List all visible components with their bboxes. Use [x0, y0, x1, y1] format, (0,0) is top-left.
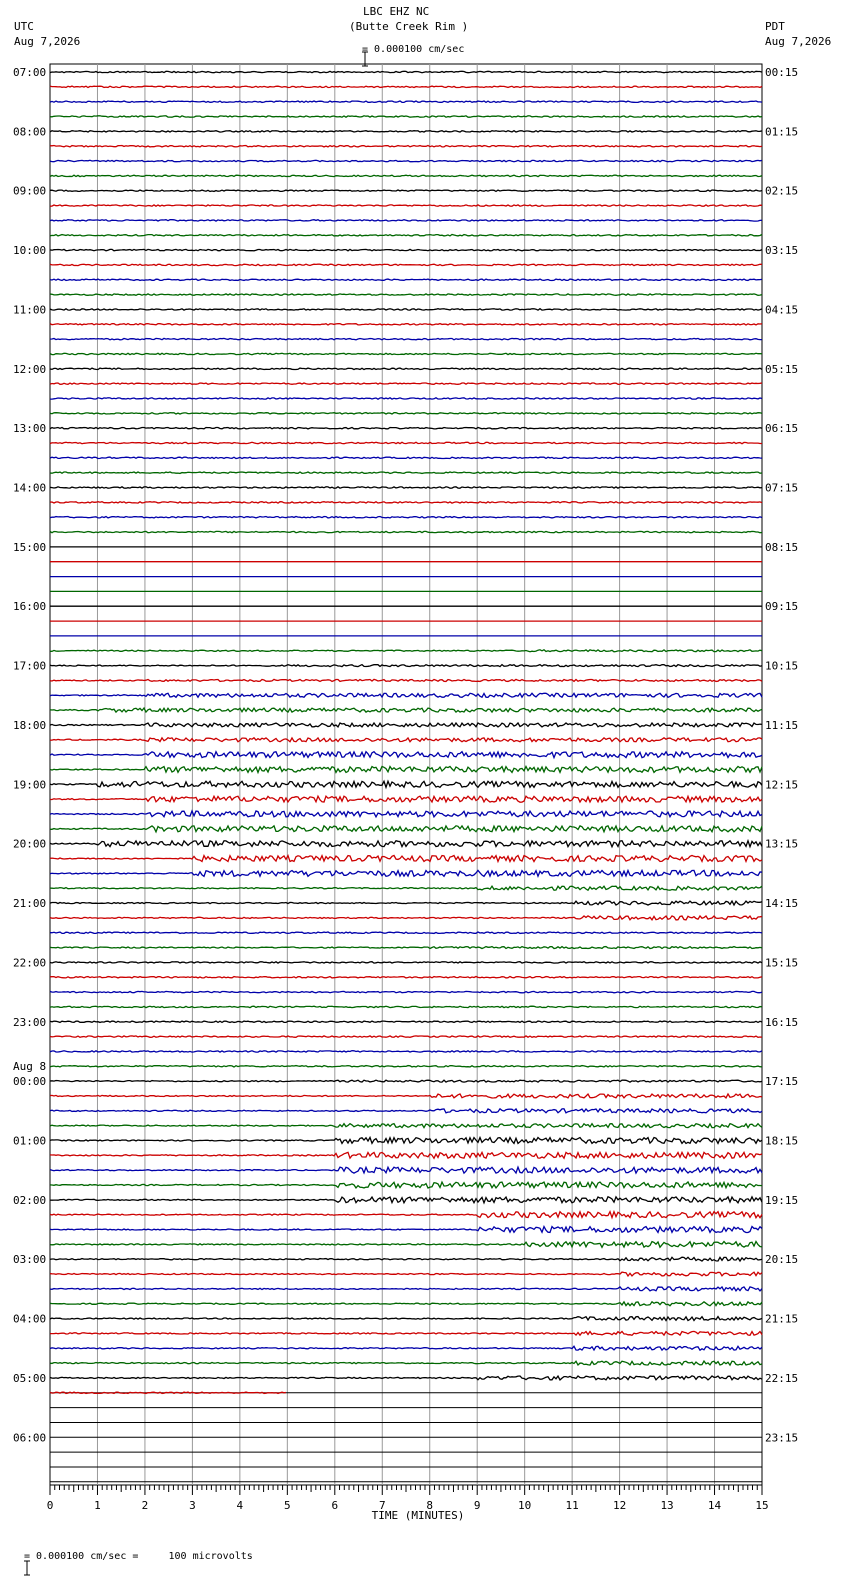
right-hour-label: 17:15	[765, 1075, 799, 1089]
right-hour-labels	[765, 66, 798, 1444]
right-hour-label: 11:15	[765, 718, 799, 732]
left-hour-label: 15:00	[13, 540, 47, 554]
left-hour-label: 22:00	[13, 956, 47, 970]
right-hour-label: 13:15	[765, 837, 799, 851]
right-hour-label: 14:15	[765, 897, 799, 911]
x-tick-label: 15	[755, 1499, 769, 1512]
station-site: (Butte Creek Rim )	[349, 20, 469, 33]
footer-scale-bar-icon	[10, 1547, 18, 1563]
x-tick-label: 0	[46, 1499, 54, 1512]
x-tick-label: 2	[141, 1499, 149, 1512]
right-hour-label: 15:15	[765, 956, 799, 970]
trace-line	[50, 1036, 762, 1037]
trace-line	[50, 932, 762, 933]
trace-line	[50, 531, 762, 532]
trace-line	[50, 870, 762, 876]
right-hour-label: 16:15	[765, 1015, 799, 1029]
trace-line	[50, 220, 762, 221]
right-hour-label: 12:15	[765, 778, 799, 792]
right-hour-label: 18:15	[765, 1134, 799, 1148]
trace-line	[50, 1124, 762, 1128]
trace-line	[50, 1197, 762, 1203]
trace-line	[50, 116, 762, 117]
trace-line	[50, 160, 762, 161]
trace-line	[50, 101, 762, 102]
trace-line	[50, 1257, 762, 1261]
right-hour-label: 02:15	[765, 184, 799, 198]
trace-line	[50, 826, 762, 832]
left-timezone: UTC	[14, 20, 34, 33]
trace-line	[50, 962, 762, 963]
trace-line	[50, 650, 762, 652]
trace-line	[50, 916, 762, 920]
trace-line	[50, 1152, 762, 1158]
trace-line	[50, 264, 762, 265]
right-hour-label: 19:15	[765, 1193, 799, 1207]
trace-line	[50, 1302, 762, 1306]
trace-line	[50, 901, 762, 905]
trace-line	[50, 841, 762, 847]
trace-line	[50, 368, 762, 369]
trace-line	[50, 723, 762, 727]
left-hour-label: 01:00	[13, 1134, 47, 1148]
trace-line	[50, 665, 762, 667]
x-tick-label: 4	[236, 1499, 244, 1512]
left-hour-label: 13:00	[13, 422, 47, 436]
trace-line	[50, 1006, 762, 1007]
right-timezone: PDT	[765, 20, 785, 33]
x-tick-label: 10	[518, 1499, 532, 1512]
left-hour-label: 04:00	[13, 1312, 47, 1326]
traces	[50, 71, 762, 1482]
trace-line	[50, 190, 762, 191]
trace-line	[50, 487, 762, 488]
x-tick-label: 12	[612, 1499, 627, 1512]
trace-line	[50, 1109, 762, 1113]
trace-line	[50, 1346, 762, 1350]
date-change-label: Aug 8	[13, 1060, 47, 1074]
right-hour-label: 04:15	[765, 303, 799, 317]
right-hour-label: 09:15	[765, 600, 799, 614]
trace-line	[50, 338, 762, 339]
trace-line	[50, 398, 762, 399]
trace-line	[50, 738, 762, 742]
trace-line	[50, 1021, 762, 1022]
trace-line	[50, 693, 762, 697]
left-hour-label: 08:00	[13, 125, 47, 139]
right-hour-label: 06:15	[765, 422, 799, 436]
trace-line	[50, 977, 762, 978]
x-tick-label: 1	[94, 1499, 101, 1512]
right-hour-label: 05:15	[765, 362, 799, 376]
right-date: Aug 7,2026	[765, 35, 832, 48]
station-code: LBC EHZ NC	[363, 5, 430, 18]
trace-line	[50, 886, 762, 890]
trace-line	[50, 353, 762, 354]
trace-line	[50, 708, 762, 712]
trace-line	[50, 442, 762, 443]
right-hour-label: 23:15	[765, 1431, 799, 1445]
x-tick-label: 13	[660, 1499, 674, 1512]
left-hour-label: 18:00	[13, 718, 47, 732]
trace-line	[50, 781, 762, 787]
trace-line	[50, 1272, 762, 1276]
trace-line	[50, 517, 762, 518]
right-hour-label: 21:15	[765, 1312, 799, 1326]
x-tick-label: 6	[331, 1499, 339, 1512]
plot-frame	[50, 64, 762, 1485]
trace-line	[50, 1182, 762, 1188]
right-hour-label: 03:15	[765, 244, 799, 258]
left-hour-label: 19:00	[13, 778, 47, 792]
trace-line	[50, 1080, 762, 1082]
x-tick-label: 9	[473, 1499, 481, 1512]
right-hour-label: 10:15	[765, 659, 799, 673]
trace-line	[50, 324, 762, 325]
left-date: Aug 7,2026	[14, 35, 81, 48]
left-hour-label: 14:00	[13, 481, 47, 495]
trace-line	[50, 947, 762, 949]
trace-line	[50, 752, 762, 758]
trace-line	[50, 1094, 762, 1098]
trace-line	[50, 811, 762, 817]
trace-line	[50, 1287, 762, 1291]
trace-line	[50, 249, 762, 250]
left-hour-label: 21:00	[13, 897, 47, 911]
right-hour-label: 01:15	[765, 125, 799, 139]
trace-line	[50, 1138, 762, 1144]
trace-line	[50, 1317, 762, 1321]
left-hour-label: 10:00	[13, 244, 47, 258]
trace-line	[50, 1066, 762, 1067]
right-hour-label: 07:15	[765, 481, 799, 495]
left-hour-label: 16:00	[13, 600, 47, 614]
trace-line	[50, 383, 762, 384]
trace-line	[50, 767, 762, 773]
trace-line	[50, 991, 762, 992]
left-hour-label: 17:00	[13, 659, 47, 673]
right-hour-label: 08:15	[765, 540, 799, 554]
left-hour-label: 05:00	[13, 1371, 47, 1385]
trace-line	[50, 71, 762, 72]
x-tick-label: 8	[426, 1499, 434, 1512]
trace-line	[50, 856, 762, 862]
trace-line	[50, 796, 762, 802]
trace-line	[50, 294, 762, 295]
trace-line	[50, 457, 762, 458]
trace-line	[50, 175, 762, 176]
scale-text: = 0.000100 cm/sec	[362, 44, 465, 55]
right-hour-label: 20:15	[765, 1253, 799, 1267]
left-hour-label: 07:00	[13, 66, 47, 79]
left-hour-label: 06:00	[13, 1431, 47, 1445]
left-hour-label: 02:00	[13, 1193, 47, 1207]
trace-line	[50, 472, 762, 473]
trace-line	[50, 679, 762, 681]
x-axis-title: TIME (MINUTES)	[371, 1509, 465, 1522]
x-tick-label: 3	[189, 1499, 196, 1512]
trace-line	[50, 131, 762, 132]
x-tick-label: 5	[284, 1499, 291, 1512]
left-hour-label: 23:00	[13, 1015, 47, 1029]
trace-line	[50, 1227, 762, 1233]
right-hour-label: 22:15	[765, 1371, 799, 1385]
trace-line	[50, 86, 762, 87]
right-hour-label: 00:15	[765, 66, 799, 79]
x-tick-label: 11	[565, 1499, 579, 1512]
trace-line	[50, 279, 762, 280]
trace-line	[50, 1051, 762, 1052]
footer-scale-text: = 0.000100 cm/sec = 100 microvolts	[24, 1551, 253, 1562]
trace-line	[50, 502, 762, 503]
trace-line	[50, 1376, 762, 1380]
left-hour-label: 03:00	[13, 1253, 47, 1267]
trace-line	[50, 413, 762, 414]
left-hour-label: 12:00	[13, 362, 47, 376]
trace-line	[50, 1167, 762, 1173]
trace-line	[50, 235, 762, 236]
x-axis	[47, 1485, 769, 1512]
trace-line	[50, 1361, 762, 1365]
trace-line	[50, 205, 762, 206]
trace-line	[50, 1212, 762, 1218]
trace-line	[50, 1331, 762, 1335]
trace-line	[50, 428, 762, 429]
left-hour-labels	[13, 66, 46, 1444]
left-hour-label: 11:00	[13, 303, 47, 317]
x-tick-label: 7	[378, 1499, 386, 1512]
left-hour-label: 20:00	[13, 837, 47, 851]
trace-line	[50, 1242, 762, 1248]
left-hour-label: 09:00	[13, 184, 47, 198]
x-tick-label: 14	[707, 1499, 722, 1512]
trace-line	[50, 146, 762, 147]
left-hour-label: 00:00	[13, 1075, 47, 1089]
trace-line	[50, 309, 762, 310]
